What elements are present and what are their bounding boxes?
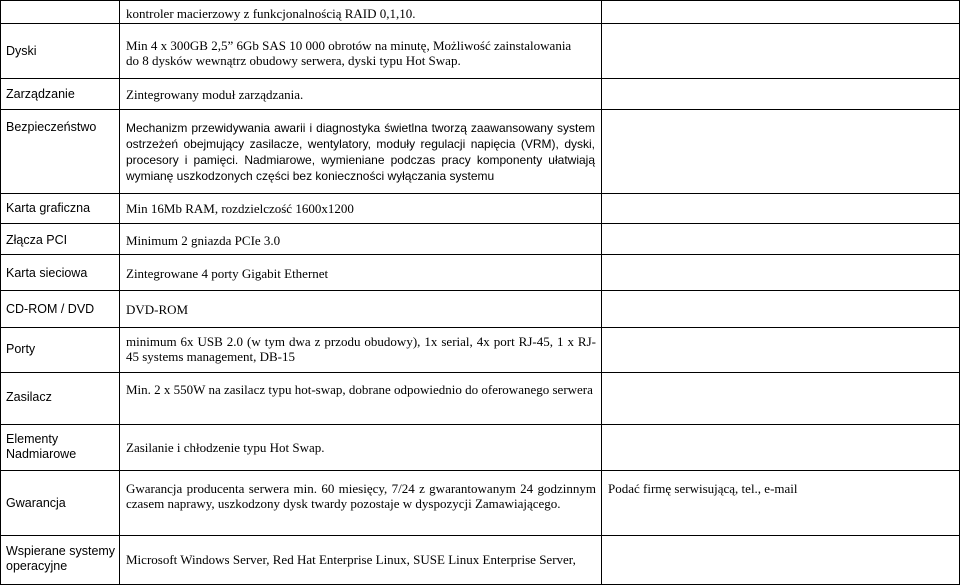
- table-cell-label: Porty: [6, 342, 36, 356]
- table-cell-label: Elementy: [6, 432, 59, 446]
- table-cell-label: Gwarancja: [6, 496, 66, 510]
- table-cell-value: Min 4 x 300GB 2,5” 6Gb SAS 10 000 obrotów na minutę, Możliwość zainstalowania: [126, 38, 572, 53]
- table-cell-value: Gwarancja producenta serwera min. 60 miesięcy, 7/24 z gwarantowanym 24 godzinnym czasem naprawy, uszkodzony dysk twardy pozostaje w dyspozycji Zamawiającego.: [126, 481, 596, 511]
- table-cell-value: Mechanizm przewidywania awarii i diagnostyka świetlna tworzą zaawansowany system ostrzeżeń obejmujący zasilacze, wentylatory, moduły regulacji napięcia (VRM), dyski, procesory i pamięci. Nadmiarowe, wymieniane podczas pracy komponenty ułatwiają wymianę uszkodzonych części bez konieczności wyłączania systemu: [126, 121, 595, 183]
- row-divider: [0, 535, 960, 536]
- table-border: [0, 0, 1, 585]
- table-cell-value: Zintegrowany moduł zarządzania.: [126, 87, 304, 102]
- table-cell-value: DVD-ROM: [126, 302, 189, 317]
- table-cell-value: Microsoft Windows Server, Red Hat Enterprise Linux, SUSE Linux Enterprise Server,: [126, 552, 576, 567]
- row-divider: [0, 193, 960, 194]
- row-divider: [0, 23, 960, 24]
- table-cell-label: Bezpieczeństwo: [6, 120, 97, 134]
- row-divider: [0, 327, 960, 328]
- row-divider: [0, 223, 960, 224]
- row-divider: [0, 254, 960, 255]
- table-cell-value: Zintegrowane 4 porty Gigabit Ethernet: [126, 266, 329, 281]
- table-cell-value: Min 16Mb RAM, rozdzielczość 1600x1200: [126, 201, 354, 216]
- table-border: [0, 0, 960, 1]
- row-divider: [0, 290, 960, 291]
- table-cell-label: CD-ROM / DVD: [6, 302, 95, 316]
- table-cell-label: Złącza PCI: [6, 233, 68, 247]
- row-divider: [0, 424, 960, 425]
- table-cell-label: Wspierane systemy: [6, 544, 116, 558]
- column-divider: [601, 0, 602, 585]
- row-divider: [0, 78, 960, 79]
- table-cell-value: Zasilanie i chłodzenie typu Hot Swap.: [126, 440, 325, 455]
- table-cell-label: Karta sieciowa: [6, 266, 88, 280]
- row-divider: [0, 470, 960, 471]
- row-divider: [0, 372, 960, 373]
- table-cell-label: operacyjne: [6, 559, 68, 573]
- table-cell-note: Podać firmę serwisującą, tel., e-mail: [608, 481, 798, 496]
- table-cell-label: Dyski: [6, 44, 37, 58]
- table-cell-label: Nadmiarowe: [6, 447, 77, 461]
- table-cell-label: Zasilacz: [6, 390, 52, 404]
- table-cell-value: kontroler macierzowy z funkcjonalnością RAID 0,1,10.: [126, 6, 416, 21]
- table-cell-label: Zarządzanie: [6, 87, 75, 101]
- table-cell-label: Karta graficzna: [6, 201, 91, 215]
- table-cell-value: do 8 dysków wewnątrz obudowy serwera, dyski typu Hot Swap.: [126, 53, 461, 68]
- column-divider: [119, 0, 120, 585]
- table-cell-value: Minimum 2 gniazda PCIe 3.0: [126, 233, 281, 248]
- row-divider: [0, 109, 960, 110]
- table-cell-value: minimum 6x USB 2.0 (w tym dwa z przodu obudowy), 1x serial, 4x port RJ-45, 1 x RJ-45 systems management, DB-15: [126, 334, 596, 364]
- table-cell-value: Min. 2 x 550W na zasilacz typu hot-swap, dobrane odpowiednio do oferowanego serwera: [126, 382, 593, 397]
